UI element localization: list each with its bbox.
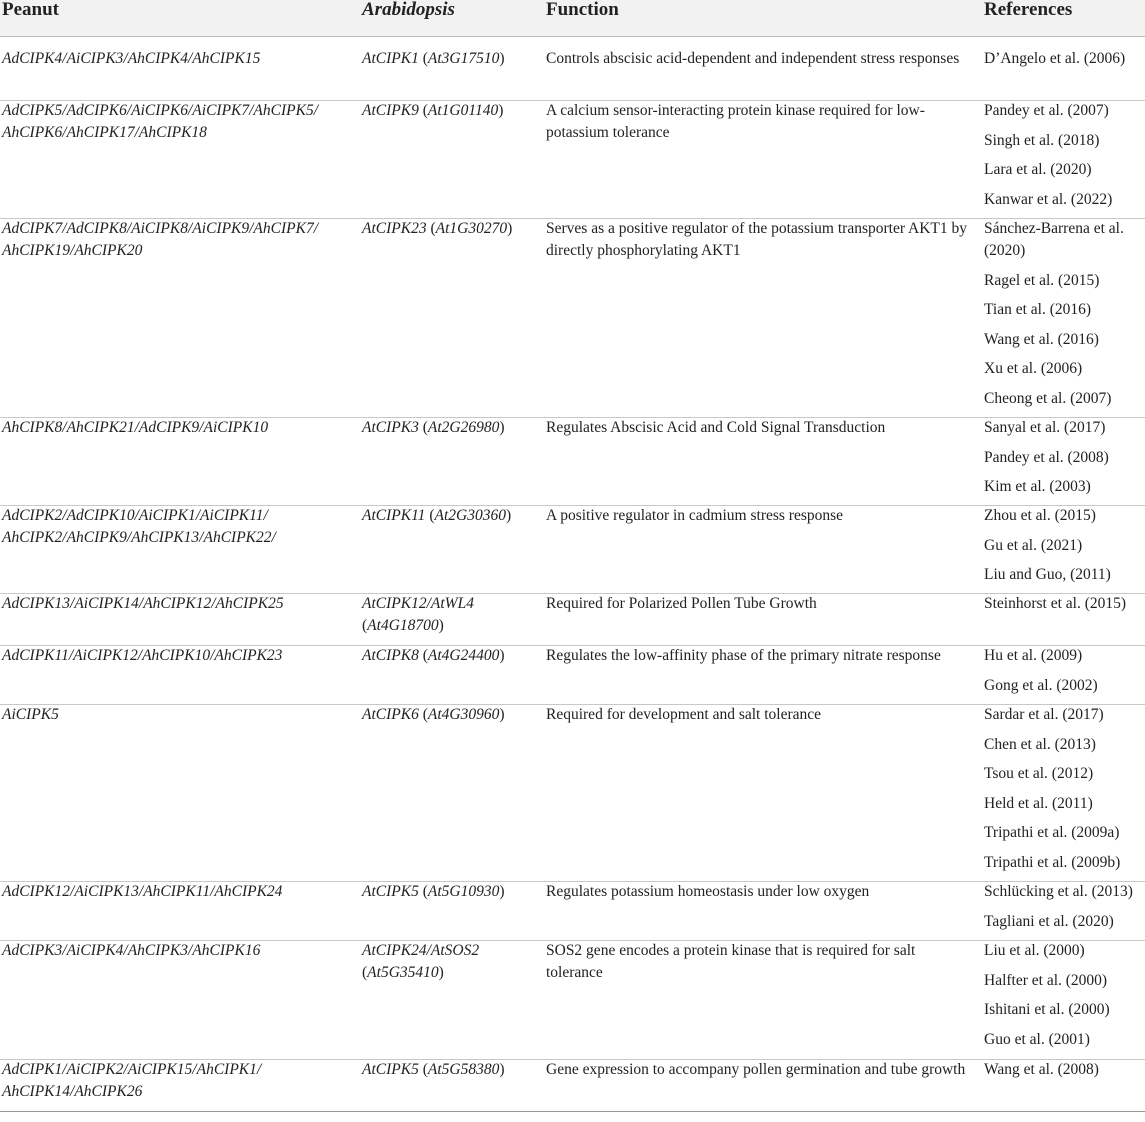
arabidopsis-gene: AtCIPK5 (362, 883, 419, 900)
reference-citation[interactable]: Wang et al. (2016) (984, 330, 1099, 348)
arabidopsis-locus: At5G35410 (367, 964, 439, 981)
reference-citation[interactable]: Gong et al. (2002) (984, 676, 1098, 694)
function-description: Controls abscisic acid-dependent and independent stress responses (546, 50, 960, 67)
references-cell (984, 593, 1144, 623)
references-cell (984, 645, 1144, 704)
reference-citation[interactable]: D’Angelo et al. (2006) (984, 50, 1126, 67)
function-description: Required for Polarized Pollen Tube Growth (546, 595, 817, 612)
reference-citation[interactable]: Hu et al. (2009) (984, 647, 1083, 664)
reference-citation[interactable]: Tripathi et al. (2009b) (984, 853, 1121, 871)
arabidopsis-locus: At3G17510 (427, 50, 500, 67)
references-cell (984, 704, 1144, 881)
reference-citation[interactable]: Steinhorst et al. (2015) (984, 595, 1127, 612)
reference-citation[interactable]: Held et al. (2011) (984, 794, 1093, 812)
arabidopsis-gene: AtCIPK12/AtWL4 (362, 595, 474, 612)
references-cell (984, 417, 1144, 506)
table-row (0, 645, 1145, 705)
reference-citation[interactable]: Zhou et al. (2015) (984, 507, 1096, 524)
arabidopsis-gene: AtCIPK5 (362, 1061, 419, 1078)
function-description: Regulates Abscisic Acid and Cold Signal Transduction (546, 419, 886, 436)
reference-citation[interactable]: Tsou et al. (2012) (984, 765, 1094, 782)
arabidopsis-locus: At4G18700 (367, 617, 439, 634)
reference-citation[interactable]: Ishitani et al. (2000) (984, 1001, 1110, 1018)
peanut-genes: AdCIPK3/AiCIPK4/AhCIPK3/AhCIPK16 (2, 942, 261, 959)
arabidopsis-ortholog: AtCIPK5 (At5G58380) (362, 1061, 505, 1078)
references-cell (984, 100, 1144, 218)
function-description: A calcium sensor-interacting protein kinase required for low-potassium tolerance (546, 102, 925, 141)
peanut-genes: AdCIPK2/AdCIPK10/AiCIPK1/AiCIPK11/ AhCIPK2/AhCIPK9/AhCIPK13/AhCIPK22/ (2, 507, 276, 546)
reference-citation[interactable]: Sánchez-Barrena et al. (2020) (984, 220, 1124, 259)
table-row (0, 1059, 1145, 1112)
header-references: References (984, 0, 1073, 20)
function-description: SOS2 gene encodes a protein kinase that is required for salt tolerance (546, 942, 916, 981)
reference-citation[interactable]: Chen et al. (2013) (984, 735, 1096, 753)
reference-citation[interactable]: Xu et al. (2006) (984, 360, 1083, 377)
arabidopsis-ortholog: AtCIPK24/AtSOS2 (At5G35410) (362, 942, 480, 981)
peanut-genes: AdCIPK13/AiCIPK14/AhCIPK12/AhCIPK25 (2, 595, 284, 612)
peanut-genes: AhCIPK8/AhCIPK21/AdCIPK9/AiCIPK10 (2, 419, 269, 436)
header-peanut: Peanut (2, 0, 59, 20)
table-row (0, 593, 1145, 646)
table-row (0, 940, 1145, 1060)
arabidopsis-locus: At2G26980 (427, 419, 500, 436)
arabidopsis-ortholog: AtCIPK8 (At4G24400) (362, 647, 505, 664)
peanut-genes: AdCIPK7/AdCIPK8/AiCIPK8/AiCIPK9/AhCIPK7/ AhCIPK19/AhCIPK20 (2, 220, 319, 259)
arabidopsis-ortholog: AtCIPK1 (At3G17510) (362, 50, 505, 67)
arabidopsis-gene: AtCIPK6 (362, 706, 419, 723)
references-cell (984, 881, 1144, 940)
table-row (0, 417, 1145, 506)
reference-citation[interactable]: Sardar et al. (2017) (984, 706, 1104, 723)
arabidopsis-gene: AtCIPK23 (362, 220, 427, 237)
references-cell (984, 1059, 1144, 1089)
table-row (0, 100, 1145, 219)
function-description: Gene expression to accompany pollen germination and tube growth (546, 1061, 966, 1078)
reference-citation[interactable]: Pandey et al. (2007) (984, 102, 1109, 119)
function-description: Required for development and salt tolerance (546, 706, 822, 723)
references-cell (984, 940, 1144, 1058)
header-arabidopsis: Arabidopsis (362, 0, 455, 20)
peanut-genes: AdCIPK11/AiCIPK12/AhCIPK10/AhCIPK23 (2, 647, 283, 664)
arabidopsis-locus: At1G30270 (435, 220, 508, 237)
table-row (0, 505, 1145, 594)
reference-citation[interactable]: Wang et al. (2008) (984, 1061, 1099, 1078)
function-description: Regulates potassium homeostasis under low oxygen (546, 883, 870, 900)
reference-citation[interactable]: Ragel et al. (2015) (984, 271, 1100, 289)
arabidopsis-locus: At4G24400 (427, 647, 500, 664)
references-cell (984, 48, 1144, 78)
arabidopsis-gene: AtCIPK24/AtSOS2 (362, 942, 480, 959)
function-description: Regulates the low-affinity phase of the primary nitrate response (546, 647, 941, 664)
reference-citation[interactable]: Kanwar et al. (2022) (984, 190, 1113, 208)
peanut-genes: AiCIPK5 (2, 706, 59, 723)
arabidopsis-ortholog: AtCIPK23 (At1G30270) (362, 220, 513, 237)
arabidopsis-locus: At4G30960 (427, 706, 500, 723)
arabidopsis-ortholog: AtCIPK3 (At2G26980) (362, 419, 505, 436)
reference-citation[interactable]: Guo et al. (2001) (984, 1030, 1090, 1048)
table-row (0, 881, 1145, 941)
reference-citation[interactable]: Gu et al. (2021) (984, 536, 1083, 554)
function-description: A positive regulator in cadmium stress response (546, 507, 844, 524)
peanut-genes: AdCIPK5/AdCIPK6/AiCIPK6/AiCIPK7/AhCIPK5/ AhCIPK6/AhCIPK17/AhCIPK18 (2, 102, 319, 141)
references-cell (984, 218, 1144, 417)
reference-citation[interactable]: Singh et al. (2018) (984, 131, 1100, 149)
arabidopsis-ortholog: AtCIPK12/AtWL4 (At4G18700) (362, 595, 474, 634)
reference-citation[interactable]: Tian et al. (2016) (984, 301, 1092, 318)
table-row (0, 48, 1145, 101)
arabidopsis-ortholog: AtCIPK9 (At1G01140) (362, 102, 504, 119)
arabidopsis-gene: AtCIPK8 (362, 647, 419, 664)
reference-citation[interactable]: Liu et al. (2000) (984, 942, 1085, 959)
reference-citation[interactable]: Pandey et al. (2008) (984, 448, 1109, 466)
references-cell (984, 505, 1144, 594)
arabidopsis-gene: AtCIPK1 (362, 50, 419, 67)
peanut-genes: AdCIPK12/AiCIPK13/AhCIPK11/AhCIPK24 (2, 883, 283, 900)
table-header (0, 0, 1145, 37)
arabidopsis-ortholog: AtCIPK5 (At5G10930) (362, 883, 505, 900)
arabidopsis-locus: At5G10930 (427, 883, 500, 900)
arabidopsis-ortholog: AtCIPK11 (At2G30360) (362, 507, 512, 524)
reference-citation[interactable]: Liu and Guo, (2011) (984, 566, 1111, 583)
arabidopsis-locus: At2G30360 (434, 507, 506, 524)
reference-citation[interactable]: Sanyal et al. (2017) (984, 419, 1106, 436)
reference-citation[interactable]: Halfter et al. (2000) (984, 971, 1108, 989)
arabidopsis-gene: AtCIPK11 (362, 507, 426, 524)
reference-citation[interactable]: Tagliani et al. (2020) (984, 912, 1114, 930)
reference-citation[interactable]: Lara et al. (2020) (984, 161, 1092, 178)
reference-citation[interactable]: Cheong et al. (2007) (984, 389, 1112, 407)
arabidopsis-gene: AtCIPK3 (362, 419, 419, 436)
arabidopsis-ortholog: AtCIPK6 (At4G30960) (362, 706, 505, 723)
peanut-genes: AdCIPK1/AiCIPK2/AiCIPK15/AhCIPK1/ AhCIPK14/AhCIPK26 (2, 1061, 262, 1100)
arabidopsis-locus: At1G01140 (427, 102, 499, 119)
reference-citation[interactable]: Tripathi et al. (2009a) (984, 824, 1120, 841)
table-row (0, 704, 1145, 882)
reference-citation[interactable]: Schlücking et al. (2013) (984, 883, 1133, 900)
arabidopsis-gene: AtCIPK9 (362, 102, 419, 119)
peanut-genes: AdCIPK4/AiCIPK3/AhCIPK4/AhCIPK15 (2, 50, 261, 67)
reference-citation[interactable]: Kim et al. (2003) (984, 478, 1091, 495)
header-function: Function (546, 0, 619, 20)
arabidopsis-locus: At5G58380 (427, 1061, 500, 1078)
function-description: Serves as a positive regulator of the potassium transporter AKT1 by directly phosphorylating AKT1 (546, 220, 967, 259)
table-row (0, 218, 1145, 418)
